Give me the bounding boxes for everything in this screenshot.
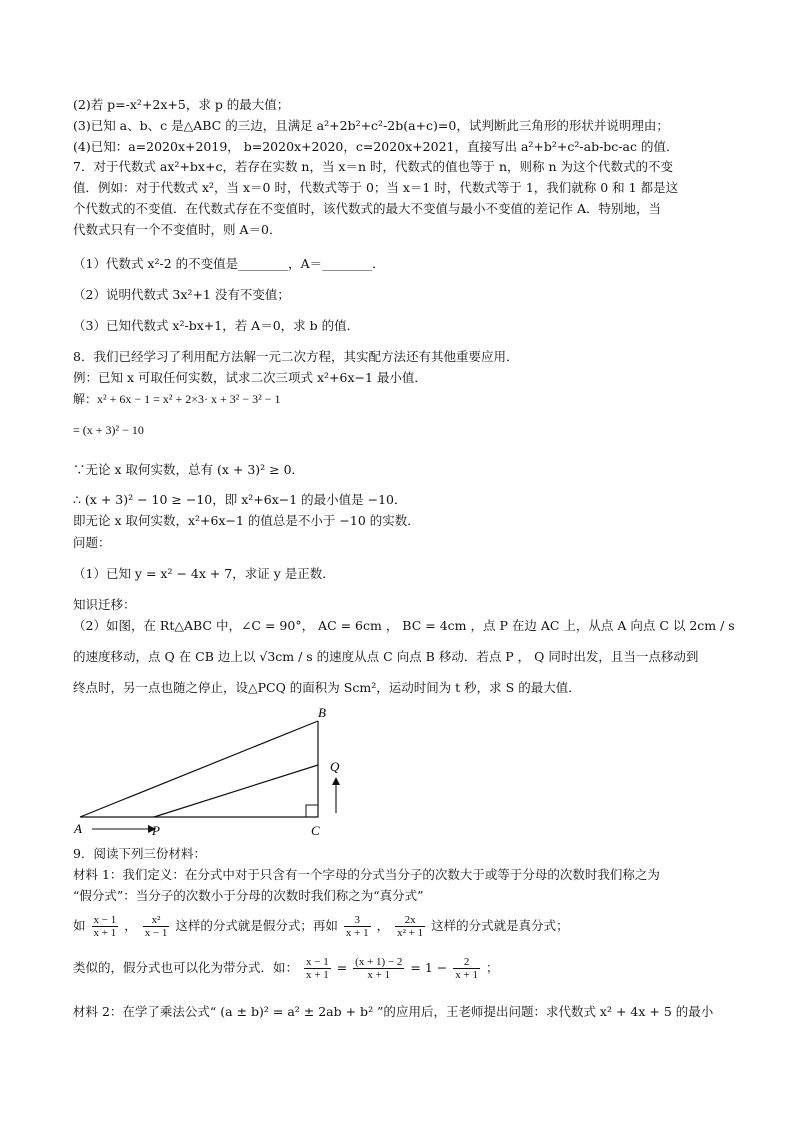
text-line: （3）已知代数式 x²-bx+1，若 A＝0，求 b 的值．: [73, 318, 360, 333]
text-span: 如: [73, 918, 86, 933]
denominator: x − 1: [144, 927, 168, 939]
label-c: C: [311, 823, 320, 838]
label-a: A: [74, 821, 82, 836]
text-line: 的速度移动，点 Q 在 CB 边上以 √3cm / s 的速度从点 C 向点 B 移动．若点 P ， Q 同时出发，且当一点移动到: [73, 649, 699, 664]
fraction: [353, 956, 404, 981]
numerator: x²: [143, 914, 170, 927]
text-line: 个代数式的不变值．在代数式存在不变值时，该代数式的最大不变值与最小不变值的差记作 A．特别地，当: [73, 201, 662, 216]
text-line: 值．例如：对于代数式 x²，当 x＝0 时，代数式等于 0；当 x＝1 时，代数式等于 1，我们就称 0 和 1 都是这: [73, 180, 679, 195]
text-line: 材料 1：我们定义：在分式中对于只含有一个字母的分式当分子的次数大于或等于分母的次数时我们称之为: [73, 867, 660, 882]
band-fraction-line: [73, 956, 498, 981]
denominator: x + 1: [455, 969, 478, 981]
numerator: x − 1: [93, 914, 117, 926]
text-line: （2）说明代数式 3x²+1 没有不变值；: [73, 287, 290, 302]
denominator: x + 1: [306, 969, 329, 981]
fraction: [304, 956, 331, 981]
equation-line: 解：x² + 6x − 1 = x² + 2×3· x + 3² − 3² − 1: [73, 392, 281, 406]
text-line: (3)已知 a、b、c 是△ABC 的三边，且满足 a²+2b²+c²-2b(a+c)=0，试判断此三角形的形状并说明理由；: [73, 118, 669, 133]
text-line: （2）如图，在 Rt△ABC 中，∠C = 90°， AC = 6cm ， BC = 4cm ，点 P 在边 AC 上，从点 A 向点 C 以 2cm / s: [73, 618, 735, 633]
fraction-example-line: [73, 914, 569, 939]
text-span: = 1 −: [410, 960, 448, 975]
numerator: 2x: [395, 914, 425, 927]
text-line: ∵无论 x 取何实数，总有 (x + 3)² ≥ 0．: [73, 462, 305, 477]
text-line: 问题：: [73, 535, 111, 550]
denominator: x + 1: [345, 927, 369, 939]
question-9-line: 9．阅读下列三份材料：: [73, 846, 206, 861]
numerator: (x + 1) − 2: [355, 956, 403, 968]
denominator: x + 1: [367, 969, 391, 981]
text-line: （1）代数式 x²-2 的不变值是________，A＝________．: [73, 256, 385, 271]
fraction: [453, 956, 480, 981]
triangle-diagram: [70, 703, 370, 839]
denominator: x + 1: [93, 927, 117, 939]
text-line: (2)若 p=-x²+2x+5，求 p 的最大值；: [73, 97, 290, 112]
text-line: ∴ (x + 3)² − 10 ≥ −10，即 x²+6x−1 的最小值是 −10．: [73, 492, 407, 507]
text-span: 类似的，假分式也可以化为带分式．如：: [73, 960, 299, 975]
label-p: P: [152, 823, 160, 838]
text-line: 例：已知 x 可取任何实数，试求二次三项式 x²+6x−1 最小值．: [73, 370, 427, 385]
text-line: “假分式”：当分子的次数小于分母的次数时我们称之为“真分式”: [73, 888, 424, 903]
numerator: 3: [344, 914, 371, 927]
fraction: [92, 914, 119, 939]
equation-line: = (x + 3)² − 10: [73, 423, 144, 437]
fraction: [143, 914, 170, 939]
numerator: x − 1: [306, 956, 329, 968]
label-b: B: [318, 705, 326, 720]
text-span: 这样的分式就是真分式；: [431, 918, 569, 933]
text-line: （1）已知 y = x² − 4x + 7，求证 y 是正数．: [73, 566, 335, 581]
text-span: ，: [376, 918, 390, 933]
text-line: 材料 2：在学了乘法公式“ (a ± b)² = a² ± 2ab + b² ”的应用后，王老师提出问题：求代数式 x² + 4x + 5 的最小: [73, 1004, 714, 1019]
text-span: ；: [485, 960, 499, 975]
text-line: (4)已知：a=2020x+2019， b=2020x+2020，c=2020x+2021，直接写出 a²+b²+c²-ab-bc-ac 的值．: [73, 139, 679, 154]
numerator: 2: [453, 956, 480, 969]
text-span: 这样的分式就是假分式；再如: [175, 918, 338, 933]
text-line: 即无论 x 取何实数，x²+6x−1 的值总是不小于 −10 的实数．: [73, 513, 420, 528]
label-q: Q: [330, 759, 340, 774]
question-7-line: 7．对于代数式 ax²+bx+c，若存在实数 n，当 x＝n 时，代数式的值也等于 n，则称 n 为这个代数式的不变: [73, 159, 674, 174]
fraction: [395, 914, 425, 939]
text-line: 代数式只有一个不变值时，则 A＝0．: [73, 222, 282, 237]
fraction: [344, 914, 371, 939]
text-span: =: [336, 960, 348, 975]
question-8-line: 8．我们已经学习了利用配方法解一元二次方程，其实配方法还有其他重要应用．: [73, 349, 519, 364]
text-line: 知识迁移：: [73, 597, 136, 612]
text-line: 终点时，另一点也随之停止，设△PCQ 的面积为 Scm²，运动时间为 t 秒，求 S 的最大值．: [73, 680, 581, 695]
denominator: x² + 1: [397, 927, 424, 939]
text-span: ，: [124, 918, 137, 933]
